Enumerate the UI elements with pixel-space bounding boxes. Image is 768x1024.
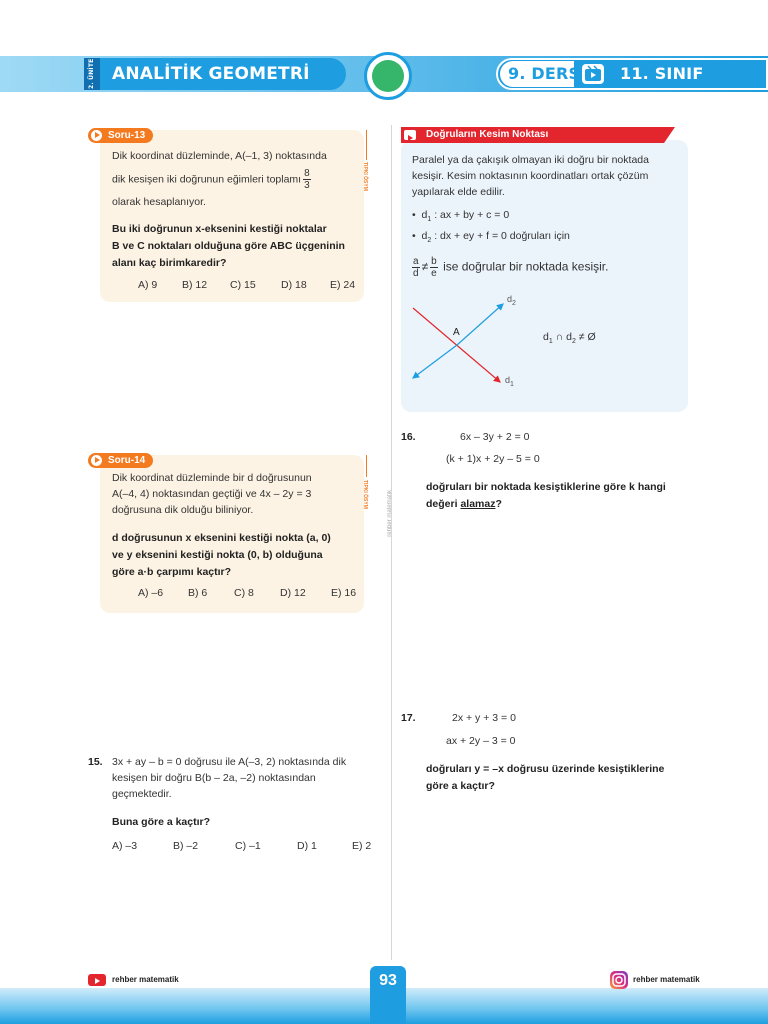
q14-option-a[interactable]: A) –6 [138,587,164,599]
column-divider [391,125,392,960]
d1-letter-sub: 1 [510,380,514,388]
info-p2: kesişir. Kesim noktasının koordinatları ortak çözüm [412,170,649,182]
question-14-line3: doğrusuna dik olduğu biliniyor. [112,504,254,516]
d1-letter: d [505,375,511,385]
q13-option-e[interactable]: E) 24 [330,279,356,291]
frac-den: 3 [304,180,310,191]
question-14-bold2: ve y eksenini kestiği nokta (0, b) olduğuna [112,549,323,561]
bullet-dot: • [412,209,416,221]
d1-equation: : ax + by + c = 0 [431,209,510,221]
question-16-bold2 [426,496,502,512]
question-13-bold3: alanı kaç birimkaredir? [112,257,227,269]
question-15-bold1: Buna göre a kaçtır? [112,816,211,828]
question-17-bold2: göre a kaçtır? [426,780,495,792]
instagram-icon[interactable] [610,971,628,989]
rel-mid: ∩ d [552,331,572,343]
frac-num: 8 [304,168,310,179]
question-15-line2: kesişen bir doğru B(b – 2a, –2) noktasından [112,772,316,784]
q15-option-e[interactable]: E) 2 [352,840,372,852]
footer-instagram-text[interactable]: rehber matematik [633,975,700,984]
frac-e: e [431,268,437,279]
q15-option-c[interactable]: C) –1 [235,840,261,852]
fraction-a-d [412,256,420,279]
fraction-b-e [430,256,438,279]
q14-option-c[interactable]: C) 8 [234,587,254,599]
d1-label: d [421,209,428,221]
rel-s2: 2 [571,338,576,346]
watermark: rehber matematik [387,490,393,537]
question-16-eq1: 6x – 3y + 2 = 0 [460,431,530,443]
d2-equation: : dx + ey + f = 0 doğruları için [431,230,570,242]
q16-bold2-post: ? [495,498,502,510]
question-17-bold1: doğruları y = –x doğrusu üzerinde kesiştiklerine [426,763,665,775]
neq-symbol: ≠ [421,259,429,274]
question-14-line1: Dik koordinat düzleminde bir d doğrusunun [112,472,312,484]
question-13-line1: Dik koordinat düzleminde, A(–1, 3) noktasında [112,150,327,162]
question-13-bold2: B ve C noktaları olduğuna göre ABC üçgeninin [112,240,345,252]
question-15-line3: geçmektedir. [112,788,172,800]
question-16-eq2: (k + 1)x + 2y – 5 = 0 [446,453,540,465]
question-14-bold3: göre a·b çarpımı kaçtır? [112,566,232,578]
question-13-source: TIPKI ÖSYM [362,162,368,191]
question-14-bold1: d doğrusunun x eksenini kestiği nokta (a, 0) [112,532,331,544]
q16-bold2-pre: değeri [426,498,461,510]
info-condition [410,256,608,279]
point-a-label: A [453,327,460,338]
play-triangle-icon [95,457,100,463]
side-line [366,130,367,160]
page-title: ANALİTİK GEOMETRİ [112,64,310,84]
question-14-source: TIPKI ÖSYM [362,480,368,509]
video-icon[interactable] [582,64,604,84]
info-p1: Paralel ya da çakışık olmayan iki doğru bir noktada [412,154,649,166]
question-13-line2-text: dik kesişen iki doğrunun eğimleri toplamı [112,173,302,186]
d1-sub: 1 [427,216,432,224]
unit-label: 2. ÜNİTE [84,58,100,90]
rel-d1: d [543,331,549,343]
q13-option-d[interactable]: D) 18 [281,279,307,291]
q16-underlined: alamaz [460,498,496,510]
youtube-icon[interactable] [88,974,106,986]
q15-option-d[interactable]: D) 1 [297,840,317,852]
bullet-dot: • [412,230,416,242]
frac-d: d [413,268,419,279]
d2-label: d [421,230,428,242]
q13-option-c[interactable]: C) 15 [230,279,256,291]
page-number: 93 [379,972,397,989]
question-14-tag: Soru-14 [88,453,153,468]
question-14-line2: A(–4, 4) noktasından geçtiği ve 4x – 2y = 3 [112,488,312,500]
rel-s1: 1 [548,338,553,346]
question-13-line2 [112,168,362,191]
d2-letter-sub: 2 [512,299,516,307]
d1-diagram-label [505,375,514,388]
question-13-line3: olarak hesaplanıyor. [112,196,206,208]
q15-option-b[interactable]: B) –2 [173,840,199,852]
lesson-label: 9. DERS [508,64,581,83]
q14-option-d[interactable]: D) 12 [280,587,306,599]
q13-option-b[interactable]: B) 12 [182,279,208,291]
d2-sub: 2 [427,237,432,245]
question-16-bold1: doğruları bir noktada kesiştiklerine göre k hangi [426,481,666,493]
question-13-tag: Soru-13 [88,128,153,143]
question-17-eq1: 2x + y + 3 = 0 [452,712,516,724]
side-line [366,455,367,477]
play-icon [404,130,416,140]
question-13-bold1: Bu iki doğrunun x-eksenini kestiği noktalar [112,223,327,235]
condition-text: ise doğrular bir noktada kesişir. [443,259,609,274]
d2-letter: d [507,294,513,304]
grade-label: 11. SINIF [620,64,704,83]
question-16-number: 16. [401,431,416,443]
question-15-line1: 3x + ay – b = 0 doğrusu ile A(–3, 2) noktasında dik [112,756,347,768]
rel-post: ≠ Ø [575,331,596,343]
fraction-8-3 [303,168,311,191]
q14-option-e[interactable]: E) 16 [331,587,357,599]
q13-option-a[interactable]: A) 9 [138,279,158,291]
play-triangle-icon [95,132,100,138]
d2-diagram-label [507,294,516,307]
info-title: Doğruların Kesim Noktası [426,129,549,140]
question-17-number: 17. [401,712,416,724]
question-15-number: 15. [88,756,103,768]
footer-youtube-text[interactable]: rehber matematik [112,975,179,984]
frac-b: b [431,256,437,267]
info-bullet2 [412,228,570,249]
info-p3: yapılarak elde edilir. [412,186,505,198]
q14-option-b[interactable]: B) 6 [188,587,208,599]
frac-a: a [413,256,419,267]
brain-icon [372,60,404,92]
question-17-eq2: ax + 2y – 3 = 0 [446,735,516,747]
line-d2-down [413,345,457,378]
q15-option-a[interactable]: A) –3 [112,840,138,852]
intersection-relation [543,329,596,350]
info-bullet1 [412,207,509,228]
line-d2-up [457,304,503,345]
